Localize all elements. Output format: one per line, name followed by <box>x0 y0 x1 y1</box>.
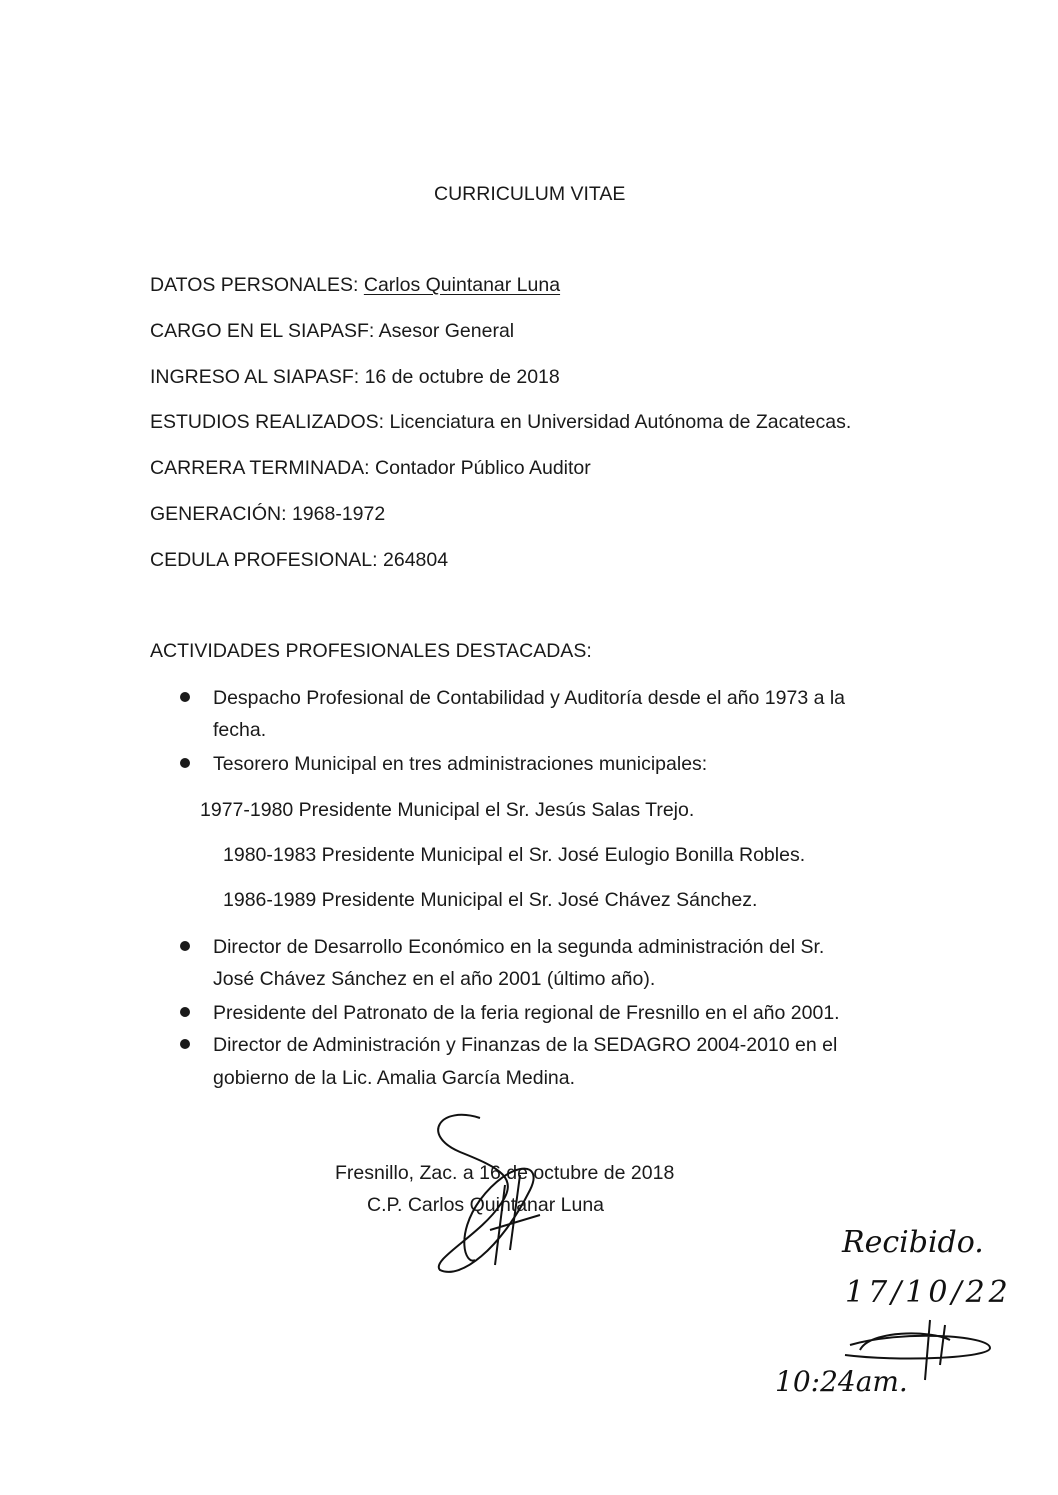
field-value: Contador Público Auditor <box>375 457 591 479</box>
field-value: Carlos Quintanar Luna <box>363 274 561 296</box>
activity-line: Despacho Profesional de Contabilidad y Auditoría desde el año 1973 a la <box>213 687 846 709</box>
field-value: 16 de octubre de 2018 <box>364 366 560 388</box>
field-label: CARGO EN EL SIAPASF: <box>150 320 375 342</box>
received-date: 17/10/22 <box>845 1275 1012 1310</box>
activity-line: Director de Administración y Finanzas de la SEDAGRO 2004-2010 en el <box>213 1034 838 1056</box>
field-label: GENERACIÓN: <box>150 503 287 525</box>
field-label: ESTUDIOS REALIZADOS: <box>150 411 385 433</box>
activity-line: José Chávez Sánchez en el año 2001 (último año). <box>213 968 656 990</box>
field-label: DATOS PERSONALES: <box>150 274 359 296</box>
field-label: CEDULA PROFESIONAL: <box>150 549 378 571</box>
activity-subline: 1986-1989 Presidente Municipal el Sr. José Chávez Sánchez. <box>223 889 758 911</box>
field-label: CARRERA TERMINADA: <box>150 457 370 479</box>
field-value: Asesor General <box>378 320 515 342</box>
activity-line: Director de Desarrollo Económico en la segunda administración del Sr. <box>213 936 825 958</box>
activity-line: Presidente del Patronato de la feria regional de Fresnillo en el año 2001. <box>213 1002 840 1024</box>
activity-subline: 1977-1980 Presidente Municipal el Sr. Jesús Salas Trejo. <box>200 799 695 821</box>
place-date: Fresnillo, Zac. a 16 de octubre de 2018 <box>335 1162 675 1184</box>
document-title: CURRICULUM VITAE <box>434 183 626 205</box>
received-time: 10:24am. <box>775 1365 908 1398</box>
field-label: INGRESO AL SIAPASF: <box>150 366 360 388</box>
activities-heading: ACTIVIDADES PROFESIONALES DESTACADAS: <box>150 640 592 662</box>
activity-line: fecha. <box>213 719 267 741</box>
activity-subline: 1980-1983 Presidente Municipal el Sr. José Eulogio Bonilla Robles. <box>223 844 806 866</box>
received-word: Recibido. <box>842 1225 984 1260</box>
field-value: Licenciatura en Universidad Autónoma de Zacatecas. <box>389 411 852 433</box>
activity-line: Tesorero Municipal en tres administraciones municipales: <box>213 753 708 775</box>
field-value: 264804 <box>383 549 449 571</box>
activity-line: gobierno de la Lic. Amalia García Medina. <box>213 1067 576 1089</box>
field-value: 1968-1972 <box>291 503 386 525</box>
signer-name: C.P. Carlos Quintanar Luna <box>367 1194 605 1216</box>
